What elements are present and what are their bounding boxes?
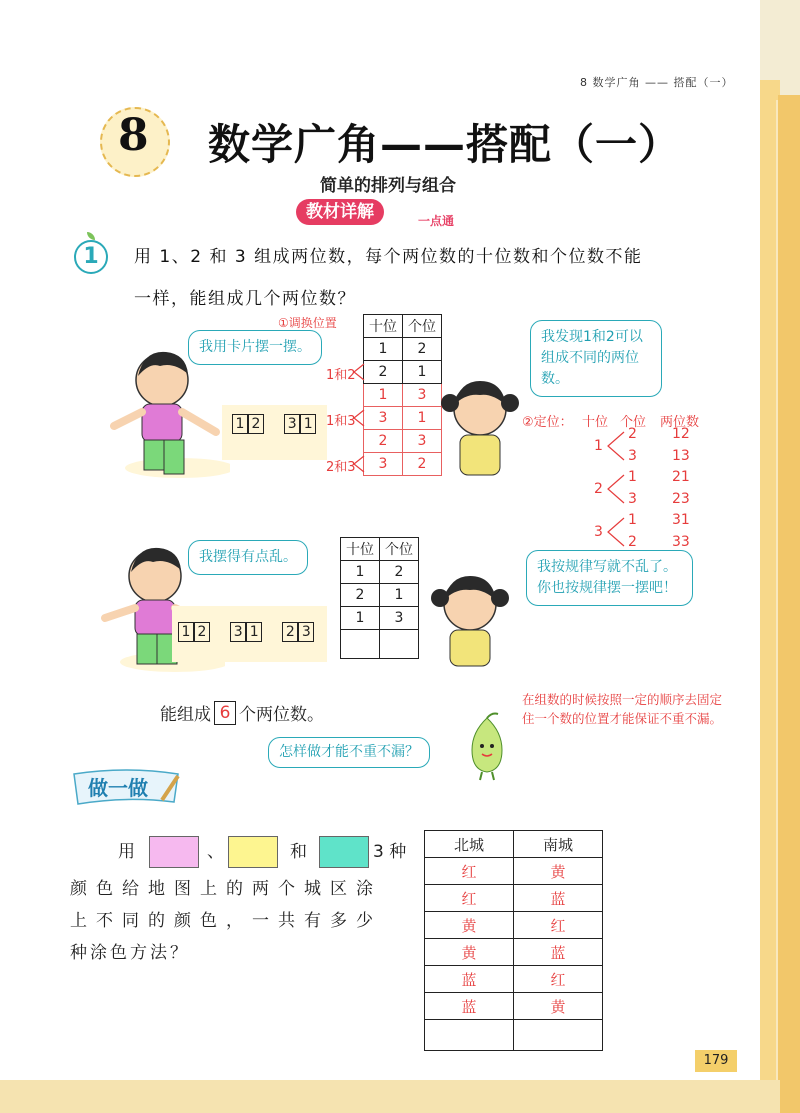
table-cell: 3 xyxy=(403,430,442,453)
pear-speech-bubble: 怎样做才能不重不漏？ xyxy=(268,737,430,768)
table-cell: 2 xyxy=(364,361,403,384)
practice-text-and: 和 xyxy=(290,842,307,862)
ones-digit: 1 xyxy=(628,512,637,528)
number-card: 2 xyxy=(194,622,210,642)
color-swatch-yellow xyxy=(228,836,278,868)
fixed-tens-digit: 2 xyxy=(594,481,603,497)
table-header: 个位 xyxy=(403,315,442,338)
number-card: 1 xyxy=(178,622,194,642)
color-swatch-pink xyxy=(149,836,199,868)
two-digit-number: 21 xyxy=(672,469,690,485)
page-bottom-edge xyxy=(0,1080,780,1113)
practice-line1 xyxy=(118,836,406,868)
number-card: 2 xyxy=(282,622,298,642)
table-cell: 1 xyxy=(341,607,380,630)
answer-line xyxy=(160,700,324,725)
method1-label: ①调换位置 xyxy=(278,316,337,330)
table-cell: 黄 xyxy=(514,993,603,1020)
answer-box: 6 xyxy=(214,701,236,725)
table-cell: 红 xyxy=(514,966,603,993)
answer-prefix: 能组成 xyxy=(160,705,211,725)
table-cell: 黄 xyxy=(514,858,603,885)
table-header: 十位 xyxy=(341,538,380,561)
girl-illustration-2 xyxy=(430,570,510,670)
practice-line2: 颜色给地图上的两个城区涂 xyxy=(70,879,382,899)
fixed-tens-digit: 3 xyxy=(594,524,603,540)
swap-table xyxy=(363,314,442,476)
table-cell: 红 xyxy=(514,912,603,939)
table-cell: 黄 xyxy=(425,912,514,939)
two-digit-number: 13 xyxy=(672,448,690,464)
ones-digit: 3 xyxy=(628,491,637,507)
two-digit-number: 12 xyxy=(672,426,690,442)
example-question-line1: 用 1、2 和 3 组成两位数，每个两位数的十位数和个位数不能 xyxy=(134,247,643,267)
chapter-title: 数学广角——搭配（一） xyxy=(208,120,682,169)
section-banner: 教材详解 xyxy=(296,199,384,225)
two-digit-number: 23 xyxy=(672,491,690,507)
table-cell: 蓝 xyxy=(425,966,514,993)
table-cell xyxy=(514,1020,603,1051)
ones-digit: 2 xyxy=(628,426,637,442)
number-cards-2 xyxy=(178,621,314,642)
number-card: 3 xyxy=(298,622,314,642)
table-cell: 2 xyxy=(403,338,442,361)
table-cell: 1 xyxy=(341,561,380,584)
boy-speech-bubble-1: 我用卡片摆一摆。 xyxy=(188,330,322,365)
number-card: 1 xyxy=(232,414,248,434)
table-cell: 蓝 xyxy=(425,993,514,1020)
answer-suffix: 个两位数。 xyxy=(239,705,324,725)
practice-text-sep: 、 xyxy=(207,842,224,862)
pair-brackets xyxy=(352,360,366,480)
number-card: 3 xyxy=(230,622,246,642)
table-cell: 3 xyxy=(380,607,419,630)
number-card: 3 xyxy=(284,414,300,434)
method2-col-ones: 个位 xyxy=(620,415,647,430)
pair-label: 1和3 xyxy=(326,414,356,429)
number-cards-1 xyxy=(232,413,316,434)
table-cell: 1 xyxy=(364,384,403,407)
chapter-number: 8 xyxy=(118,110,149,161)
table-cell xyxy=(425,1020,514,1051)
section-banner-tag: 一点通 xyxy=(418,214,455,228)
practice-line4: 种涂色方法？ xyxy=(70,943,190,963)
practice-line3: 上不同的颜色，一共有多少 xyxy=(70,911,382,931)
girl-illustration xyxy=(440,375,520,485)
pair-label: 2和3 xyxy=(326,460,356,475)
boy-speech-bubble-2: 我摆得有点乱。 xyxy=(188,540,308,575)
table-cell xyxy=(341,630,380,659)
ones-digit: 2 xyxy=(628,534,637,550)
table-cell: 1 xyxy=(403,407,442,430)
table-cell: 2 xyxy=(380,561,419,584)
tip-note: 在组数的时候按照一定的顺序去固定住一个数的位置才能保证不重不漏。 xyxy=(522,692,723,726)
number-card: 1 xyxy=(300,414,316,434)
table-cell: 蓝 xyxy=(514,885,603,912)
practice-label: 做一做 xyxy=(88,776,148,800)
page-edge-outer xyxy=(778,95,800,1113)
method2-col-number: 两位数 xyxy=(660,415,700,430)
table-header: 北城 xyxy=(425,831,514,858)
table-cell: 黄 xyxy=(425,939,514,966)
number-card: 2 xyxy=(248,414,264,434)
girl-speech-bubble-1: 我发现1和2可以组成不同的两位数。 xyxy=(530,320,662,397)
table-cell: 红 xyxy=(425,858,514,885)
table-cell: 3 xyxy=(403,384,442,407)
pair-label: 1和2 xyxy=(326,368,356,383)
table-header: 十位 xyxy=(364,315,403,338)
color-swatch-teal xyxy=(319,836,369,868)
two-digit-number: 33 xyxy=(672,534,690,550)
table-cell: 1 xyxy=(380,584,419,607)
fixed-tens-digit: 1 xyxy=(594,438,603,454)
partial-table xyxy=(340,537,419,659)
table-cell: 3 xyxy=(364,453,403,476)
table-cell: 蓝 xyxy=(514,939,603,966)
table-header: 南城 xyxy=(514,831,603,858)
ones-digit: 1 xyxy=(628,469,637,485)
ones-digit: 3 xyxy=(628,448,637,464)
city-color-table xyxy=(424,830,603,1051)
table-cell: 红 xyxy=(425,885,514,912)
example-number-badge: 1 xyxy=(74,240,108,274)
practice-text-three: 3 种 xyxy=(373,842,407,862)
method2-col-tens: 十位 xyxy=(582,415,609,430)
table-cell: 2 xyxy=(364,430,403,453)
practice-text-use: 用 xyxy=(118,842,135,862)
table-header: 个位 xyxy=(380,538,419,561)
number-card: 1 xyxy=(246,622,262,642)
table-cell: 2 xyxy=(403,453,442,476)
two-digit-number: 31 xyxy=(672,512,690,528)
table-cell xyxy=(380,630,419,659)
table-cell: 1 xyxy=(364,338,403,361)
table-cell: 2 xyxy=(341,584,380,607)
table-cell: 3 xyxy=(364,407,403,430)
girl-speech-bubble-2: 我按规律写就不乱了。你也按规律摆一摆吧！ xyxy=(526,550,693,606)
example-question-line2: 一样，能组成几个两位数？ xyxy=(134,289,356,309)
running-header: 8 数学广角 —— 搭配（一） xyxy=(580,76,734,89)
page-number: 179 xyxy=(695,1050,737,1072)
fixed-position-brackets xyxy=(604,428,628,558)
pear-mascot-icon xyxy=(462,712,512,782)
chapter-subtitle: 简单的排列与组合 xyxy=(320,176,456,196)
table-cell: 1 xyxy=(403,361,442,384)
method2-label: ②定位： xyxy=(522,415,573,430)
